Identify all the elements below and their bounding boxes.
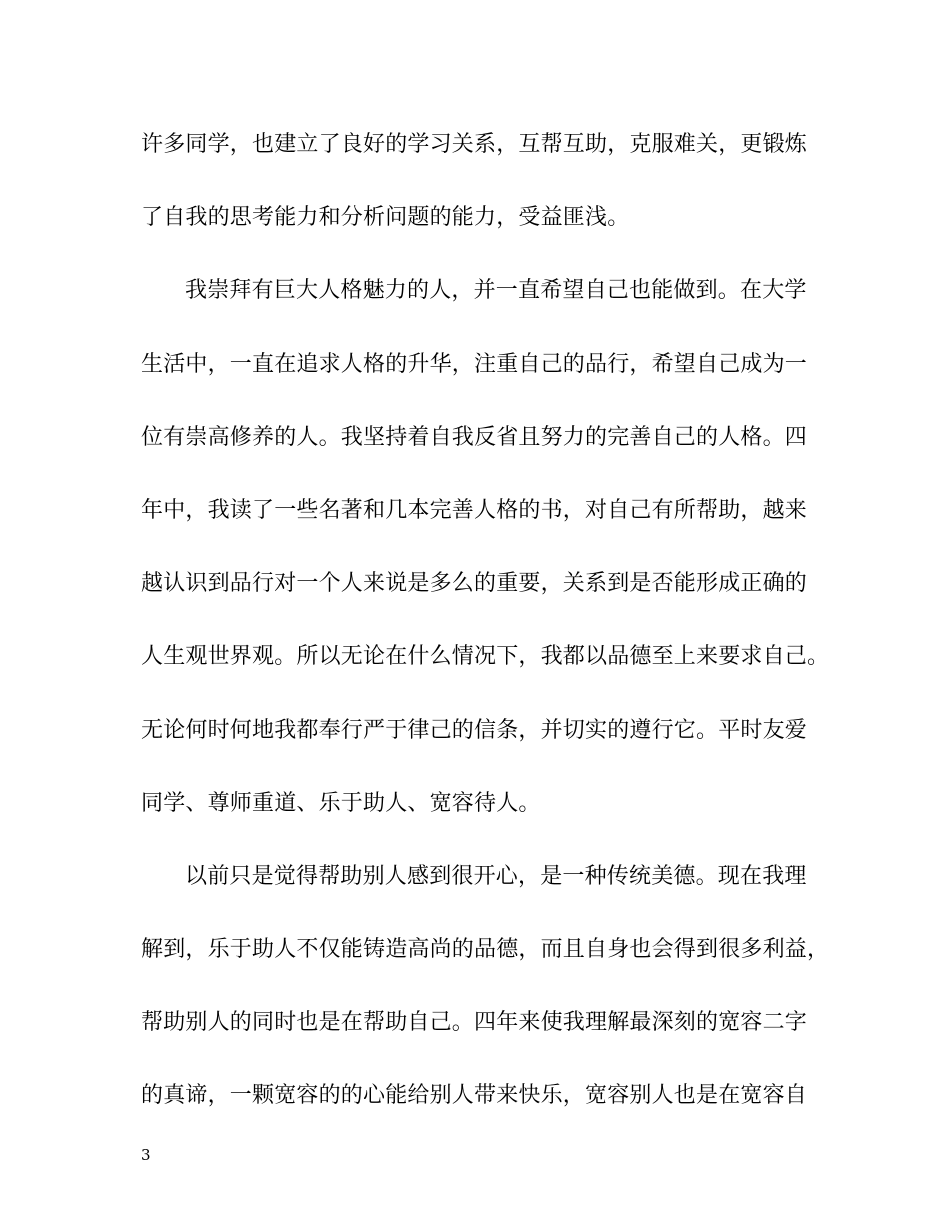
text-line-12: 解到，乐于助人不仅能铸造高尚的品德，而且自身也会得到很多利益， bbox=[141, 937, 830, 963]
text-line-4: 生活中，一直在追求人格的升华，注重自己的品行，希望自己成为一 bbox=[141, 351, 808, 377]
body-text bbox=[141, 113, 830, 1138]
text-line-10: 同学、尊师重道、乐于助人、宽容待人。 bbox=[141, 790, 541, 816]
text-line-5: 位有崇高修养的人。我坚持着自我反省且努力的完善自己的人格。四 bbox=[141, 424, 808, 450]
text-line-7: 越认识到品行对一个人来说是多么的重要，关系到是否能形成正确的 bbox=[141, 571, 808, 597]
text-line-9: 无论何时何地我都奉行严于律己的信条，并切实的遵行它。平时友爱 bbox=[141, 717, 808, 743]
text-line-13: 帮助别人的同时也是在帮助自己。四年来使我理解最深刻的宽容二字 bbox=[141, 1010, 808, 1036]
text-line-6: 年中，我读了一些名著和几本完善人格的书，对自己有所帮助，越来 bbox=[141, 497, 808, 523]
text-line-11: 以前只是觉得帮助别人感到很开心，是一种传统美德。现在我理 bbox=[185, 863, 807, 889]
text-line-1: 许多同学，也建立了良好的学习关系，互帮互助，克服难关，更锻炼 bbox=[141, 132, 808, 157]
text-line-8: 人生观世界观。所以无论在什么情况下，我都以品德至上来要求自己。 bbox=[141, 644, 830, 670]
text-line-3: 我崇拜有巨大人格魅力的人，并一直希望自己也能做到。在大学 bbox=[185, 278, 807, 304]
text-line-2: 了自我的思考能力和分析问题的能力，受益匪浅。 bbox=[141, 205, 630, 231]
page-number: 3 bbox=[141, 1146, 151, 1164]
text-line-14: 的真谛，一颗宽容的的心能给别人带来快乐，宽容别人也是在宽容自 bbox=[141, 1083, 808, 1109]
